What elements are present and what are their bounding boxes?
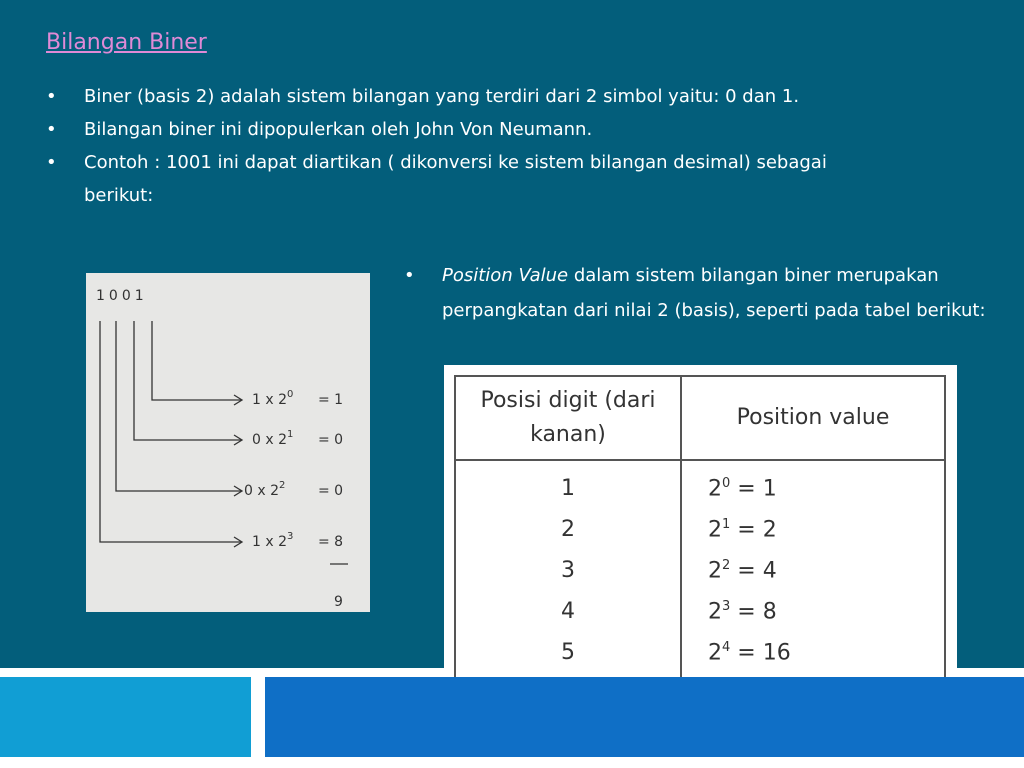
position-value: $2^3 = 8$ (681, 591, 945, 632)
binary-number: 1001 (96, 288, 148, 304)
bullet-dot-icon: • (46, 152, 57, 173)
bullet-item (46, 146, 866, 212)
position-table (454, 375, 946, 682)
position-value: $2^2 = 4$ (681, 550, 945, 591)
digit-position: 3 (455, 550, 681, 591)
position-value-term: Position Value (442, 265, 569, 286)
table-row (455, 550, 945, 591)
conversion-result: = 0 (318, 432, 344, 448)
position-value: $2^0 = 1$ (681, 460, 945, 509)
digit-position: 1 (455, 460, 681, 509)
position-value-table (444, 365, 957, 668)
conversion-diagram (86, 273, 370, 612)
slide-title: Bilangan Biner (46, 30, 207, 55)
table-row (455, 460, 945, 509)
conversion-row (252, 389, 343, 408)
bullet-dot-icon: • (46, 119, 57, 140)
conversion-total: 9 (334, 594, 343, 610)
position-value: $2^4 = 16$ (681, 632, 945, 681)
conversion-row (252, 429, 343, 448)
table-row (455, 591, 945, 632)
table-header-row (455, 376, 945, 460)
table-row (455, 509, 945, 550)
bullet-text: Contoh : 1001 ini dapat diartikan ( dikonversi ke sistem bilangan desimal) sebagai berikut: (84, 152, 827, 206)
conversion-arrows (100, 321, 348, 564)
bullet-list (46, 80, 866, 212)
conversion-result: = 1 (318, 392, 344, 408)
footer-bar-left (0, 677, 251, 757)
table-row (455, 632, 945, 681)
column-header-posisi-digit: Posisi digit (dari kanan) (455, 376, 681, 460)
conversion-result: = 8 (318, 534, 344, 550)
arrow-line (152, 321, 241, 400)
conversion-row (244, 480, 343, 499)
bullet-text: Bilangan biner ini dipopulerkan oleh John Von Neumann. (84, 119, 593, 140)
conversion-term: 1 x $2^3$ (252, 531, 294, 550)
conversion-result: = 0 (318, 483, 344, 499)
position-value-bullet (404, 258, 1024, 328)
conversion-row (252, 531, 343, 550)
bullet-text: Biner (basis 2) adalah sistem bilangan yang terdiri dari 2 simbol yaitu: 0 dan 1. (84, 86, 800, 107)
position-value-text: dalam sistem bilangan biner merupakan perpangkatan dari nilai 2 (basis), seperti pada tabel berikut: (442, 265, 986, 321)
digit-position: 2 (455, 509, 681, 550)
arrow-line (116, 321, 241, 491)
bullet-dot-icon: • (46, 86, 57, 107)
position-value: $2^1 = 2$ (681, 509, 945, 550)
bullet-item (46, 80, 866, 113)
conversion-term: 0 x $2^2$ (244, 480, 286, 499)
conversion-term: 1 x $2^0$ (252, 389, 294, 408)
conversion-term: 0 x $2^1$ (252, 429, 294, 448)
digit-position: 5 (455, 632, 681, 681)
column-header-position-value: Position value (681, 376, 945, 460)
arrow-line (134, 321, 241, 440)
bullet-dot-icon: • (404, 265, 415, 286)
footer-bar-right (265, 677, 1024, 757)
binary-conversion-figure (86, 273, 370, 612)
digit-position: 4 (455, 591, 681, 632)
arrow-line (100, 321, 241, 542)
bullet-item (46, 113, 866, 146)
